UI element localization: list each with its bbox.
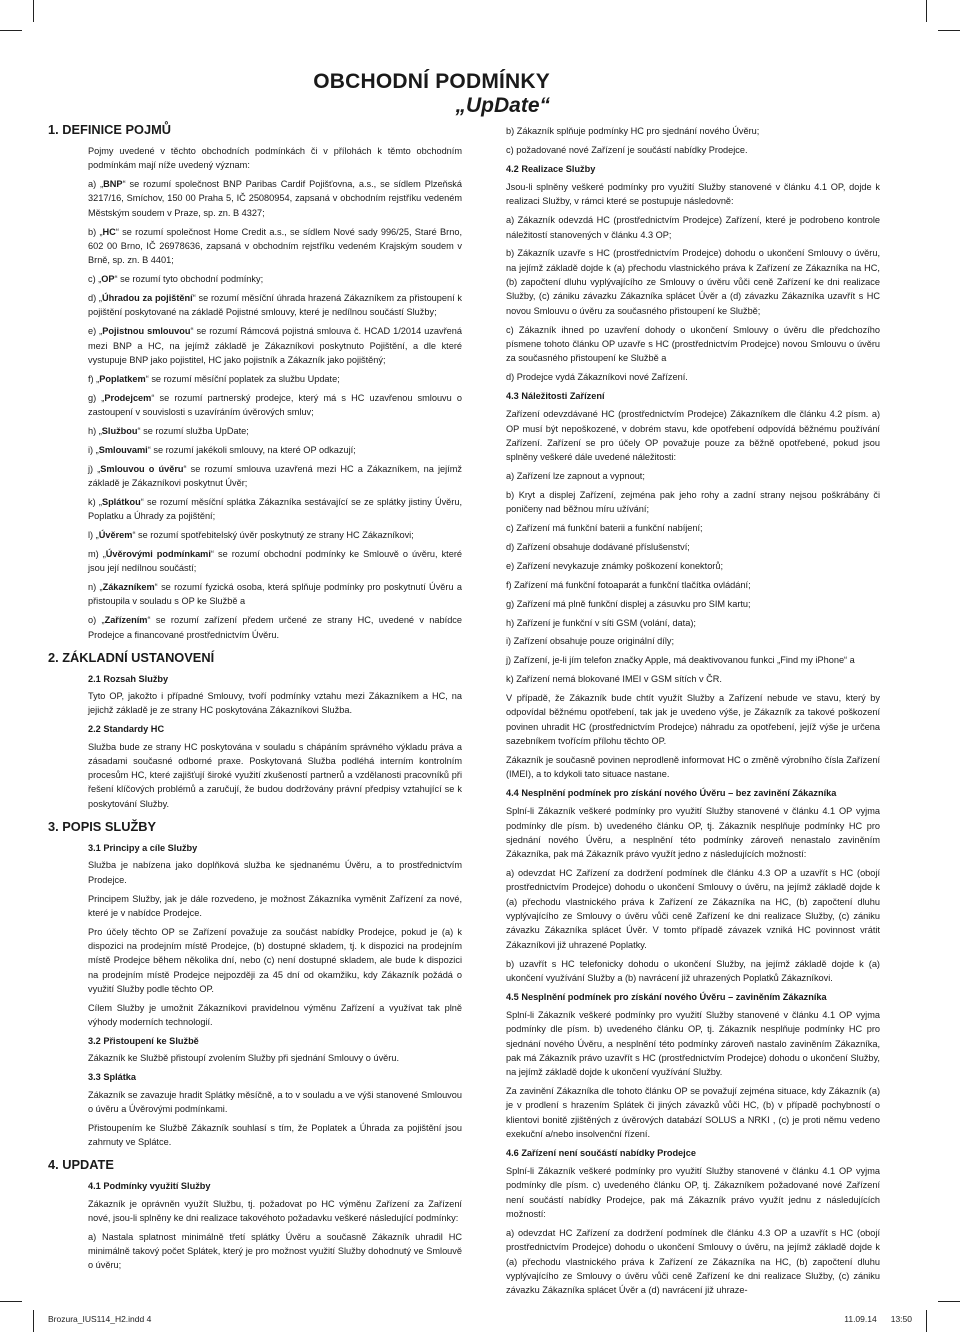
subsection-heading: 4.3 Náležitosti Zařízení [506, 390, 605, 401]
definition-term: Zařízením [104, 615, 148, 626]
definition-item [88, 177, 462, 220]
paragraph: Splní-li Zákazník veškeré podmínky pro využití Služby stanovené v článku 4.1 OP vyjma podmínky dle písm. b) uvedeného článku OP, tj. Zákazník nesplňuje podmínky HC pro sjednání nového Úvěru, a nesplnění této podmínky zároveň nenastalo zaviněním Zákazníka, pak má Zákazník právo využít jedno z následujících možností: [506, 806, 880, 860]
document-title: OBCHODNÍ PODMÍNKY [313, 70, 550, 93]
crop-mark [926, 0, 927, 22]
crop-mark [938, 30, 960, 31]
paragraph: Pojmy uvedené v těchto obchodních podmínkách či v přílohách k těmto obchodním podmínkám mají níže uvedený význam: [88, 146, 462, 171]
footer-time: 13:50 [890, 1314, 912, 1324]
definition-text: “ se rozumí partnerský prodejce, který má s HC uzavřenou smlouvu o zastoupení v souvislosti s uzavíráním úvěrových smluv; [88, 392, 462, 417]
document-subtitle: „UpDate“ [455, 94, 550, 117]
definition-term: Pojistnou smlouvou [102, 326, 191, 337]
definition-term: Prodejcem [104, 392, 152, 403]
subsection-heading: 4.1 Podmínky využití Služby [88, 1181, 211, 1192]
paragraph: i) Zařízení obsahuje pouze originální díly; [506, 636, 675, 647]
definition-prefix: n) „ [88, 582, 103, 593]
paragraph: Služba bude ze strany HC poskytována v souladu s chápáním správného výkladu práva a zásadami současné odborné praxe. Poskytovaná Služba podléhá interním kontrolním procesům HC, které zajišťují široké využití zkušeností partnerů a vzdělanosti pracovníků při řešení klíčových problémů a zaručují, že budou dodržovány právní předpisy vztahující se k poskytování Služby. [88, 741, 462, 809]
subsection-heading: 3.1 Principy a cíle Služby [88, 843, 198, 854]
paragraph: c) Zákazník ihned po uzavření dohody o ukončení Smlouvy o úvěru dle předchozího písmene tohoto článku OP uzavře s HC (prostřednictvím Prodejce) novou Smlouvu o úvěru za současného přistoupení ke Službě a [506, 324, 880, 364]
definition-prefix: j) „ [88, 463, 101, 474]
definition-item [88, 272, 462, 286]
paragraph: Pro účely těchto OP se Zařízení považuje za součást nabídky Prodejce, pokud je (a) k dispozici na prodejním místě Prodejce, (b) dostupné skladem, tj. k dispozici na prodejním místě Prodejce během několika dní, nebo (c) není dostupné skladem, ale bude k dispozici na prodejním místě Prodejce nejpozději za 45 dní od okamžiku, kdy Zákazník požádá o využití Služby podle těchto OP. [88, 926, 462, 994]
section-body [506, 180, 880, 384]
right-column [506, 124, 880, 1302]
paragraph: V případě, že Zákazník bude chtít využít Služby a Zařízení nebude ve stavu, který by odpovídal běžnému opotřebení, tak jak je uvedeno výše, je Zákazník za takové poškození povinen uhradit HC (prostřednictvím Prodejce) náhradu za opotřebení, jejíž výše je určena sazebníkem tvořícím přílohu těchto OP. [506, 693, 880, 746]
definition-item [88, 580, 462, 609]
definition-item [88, 443, 462, 457]
definition-term: BNP [103, 179, 123, 190]
section-body [506, 804, 880, 985]
definition-term: Smlouvami [98, 444, 148, 455]
definition-prefix: h) „ [88, 425, 102, 436]
footer-file: Brozura_IUS114_H2.indd 4 [48, 1314, 152, 1324]
definition-text: “ se rozumí měsíční splátka Zákazníka sestávající se ze splátky jistiny Úvěru, Poplatku a Úhrady za pojištění; [88, 496, 462, 522]
paragraph: Cílem Služby je umožnit Zákazníkovi pravidelnou výměnu Zařízení a využívat tak plně výhody moderních technologií. [88, 1002, 462, 1028]
paragraph: g) Zařízení má plně funkční displej a zásuvku pro SIM kartu; [506, 598, 751, 609]
paragraph: a) Zákazník odevzdá HC (prostřednictvím Prodejce) Zařízení, které je podrobeno kontrole náležitostí stanovených v článku 4.3 OP; [506, 215, 880, 240]
paragraph: b) Zákazník splňuje podmínky HC pro sjednání nového Úvěru; [506, 126, 760, 136]
definition-prefix: m) „ [88, 548, 106, 559]
definition-prefix: b) „ [88, 226, 103, 237]
definition-prefix: c) „ [88, 274, 102, 285]
paragraph: Jsou-li splněny veškeré podmínky pro využití Služby stanovené v článku 4.1 OP, dojde k realizaci Služby, v rámci které se postupuje následovně: [506, 182, 880, 207]
definition-term: Úvěrem [98, 529, 133, 540]
section-heading: 3. POPIS SLUŽBY [48, 819, 157, 835]
paragraph: a) Zařízení lze zapnout a vypnout; [506, 470, 645, 481]
crop-mark [938, 1301, 960, 1302]
definition-prefix: a) „ [88, 179, 104, 190]
definition-text: “ se rozumí měsíční poplatek za službu Update; [145, 373, 340, 384]
subsection-heading: 4.5 Nesplnění podmínek pro získání nového Úvěru – zaviněním Zákazníka [506, 991, 827, 1002]
definition-item [88, 462, 462, 491]
definition-text: “ se rozumí společnost Home Credit a.s., se sídlem Nové sady 996/25, Staré Brno, 602 00 Brno, IČ 26978636, zapsaná v obchodním rejstříku vedeném Krajským soudem v Brně, sp. zn. B 4401; [88, 226, 463, 266]
definition-item [88, 225, 462, 268]
definition-prefix: e) „ [88, 326, 103, 337]
paragraph: Splní-li Zákazník veškeré podmínky pro využití Služby stanovené v článku 4.1 OP vyjma podmínky dle písm. b) uvedeného článku OP, tj. Zákazník nesplňuje podmínky HC pro sjednání nového Úvěru, a nesplnění této podmínky zároveň nastalo zaviněním Zákazníka, pak má Zákazník právo uzavřít s HC (prostřednictvím Prodejce) dohodu o ukončení Služby, na jejímž základě dojde k ukončení využívání Služby. [506, 1009, 880, 1078]
definition-prefix: o) „ [88, 615, 105, 626]
definition-term: Poplatkem [99, 373, 146, 384]
definition-item [88, 391, 462, 420]
subsection-heading: 2.1 Rozsah Služby [88, 673, 169, 684]
crop-mark [0, 1301, 22, 1302]
subsection-heading: 3.2 Přistoupení ke Službě [88, 1036, 199, 1047]
definition-text: “ se rozumí měsíční úhrada hrazená Zákazníkem za přistoupení k pojištění poskytované na základě Pojistné smlouvy, které je nedílnou součástí Služby; [88, 293, 462, 318]
section-heading: 4. UPDATE [48, 1157, 114, 1173]
paragraph: Za zavinění Zákazníka dle tohoto článku OP se považují zejména situace, kdy Zákazník (a) je v prodlení s hrazením Splátek či jiných závazků vůči HC, (b) v případě pochybností o klientovi bonitě zjištěných z úvěrových databází SOLUS a NRKI , (c) je proti němu vedeno exekuční a/nebo insolvenční řízení. [506, 1086, 880, 1139]
section-body [506, 407, 880, 781]
paragraph: d) Prodejce vydá Zákazníkovi nové Zařízení. [506, 372, 688, 383]
definition-term: Smlouvou o úvěru [100, 463, 184, 474]
definition-item [88, 424, 462, 438]
paragraph: c) Zařízení má funkční baterii a funkční nabíjení; [506, 523, 703, 534]
definition-item [88, 324, 462, 367]
definition-prefix: l) „ [88, 529, 99, 540]
definition-text: “ se rozumí spotřebitelský úvěr poskytnutý ze strany HC Zákazníkovi; [132, 529, 414, 540]
paragraph: Zákazník ke Službě přistoupí zvolením Služby při sjednání Smlouvy o úvěru. [88, 1053, 399, 1064]
crop-mark [33, 0, 34, 22]
subsection-heading: 4.2 Realizace Služby [506, 163, 596, 174]
paragraph: a) odevzdat HC Zařízení za dodržení podmínek dle článku 4.3 OP a uzavřít s HC (obojí prostřednictvím Prodejce) dohodu o ukončení Smlouvy o úvěru, na jejímž základě dojde k (a) přechodu vlastnického práva k Zařízení ze Zákazníka na HC, (b) započtení dluhu vyplývajícího ze Smlouvy o úvěru vůči ceně Zařízení ke dni realizace Služby, (c) zániku závazku Zákazníka splácet Úvěr. V tomto případě závazek vzniká HC povinnost vrátit Zákazníkovi již uhrazené Poplatky. [506, 868, 880, 950]
definition-prefix: f) „ [88, 373, 100, 384]
paragraph: Zákazník je současně povinen neprodleně informovat HC o změně výrobního čísla Zařízení (IMEI), a to kdykoli tato situace nastane. [506, 754, 880, 780]
section-heading: 1. DEFINICE POJMŮ [48, 122, 172, 137]
paragraph: j) Zařízení, je-li jím telefon značky Apple, má deaktivovanou funkci „Find my iPhone“ a [506, 655, 855, 666]
section-body [506, 1164, 880, 1297]
paragraph: f) Zařízení má funkční fotoaparát a funkční tlačítka ovládání; [506, 579, 751, 590]
definition-term: Službou [101, 425, 138, 436]
definition-item [88, 495, 462, 524]
definitions-list [48, 177, 462, 642]
definition-text: “ se rozumí fyzická osoba, která splňuje podmínky pro poskytnutí Úvěru a přistoupila v souladu s OP ke Službě a [88, 582, 463, 607]
definition-item [88, 291, 462, 320]
paragraph: a) Nastala splatnost minimálně třetí splátky Úvěru a současně Zákazník uhradil HC minimálně takový počet Splátek, který je pro možnost využití Služby dohodnutý ve Smlouvě o úvěru; [88, 1231, 462, 1271]
section-heading: 2. ZÁKLADNÍ USTANOVENÍ [48, 649, 215, 665]
definition-prefix: k) „ [88, 496, 102, 507]
paragraph: k) Zařízení nemá blokované IMEI v GSM sítích v ČR. [506, 674, 722, 685]
paragraph: Tyto OP, jakožto i případné Smlouvy, tvoří podmínky vztahu mezi Zákazníkem a HC, na jejichž základě je ze strany HC poskytována Zákazníkovi Služba. [88, 691, 462, 716]
definition-item [88, 613, 462, 642]
paragraph: d) Zařízení obsahuje dodávané příslušenství; [506, 541, 690, 552]
section-body [506, 1008, 880, 1141]
footer-date: 11.09.14 [844, 1314, 877, 1324]
subsection-heading: 3.3 Splátka [88, 1072, 137, 1083]
definition-item [88, 528, 462, 542]
definition-text: “ se rozumí tyto obchodní podmínky; [114, 274, 264, 285]
title-block [313, 70, 550, 118]
paragraph: Zákazník je oprávněn využít Službu, tj. požadovat po HC výměnu Zařízení za Zařízení nové, jsou-li splněny ke dni realizace takovéhoto požadavku veškeré následující podmínky: [88, 1198, 462, 1223]
definition-prefix: g) „ [88, 392, 105, 403]
conditions-list [506, 124, 880, 157]
definition-text: “ se rozumí společnost BNP Paribas Cardif Pojišťovna, a.s., se sídlem Plzeňská 3217/16, Smíchov, 150 00 Praha 5, IČ 25080954, zapsaná v obchodním rejstříku vedeném Městským soudem v Praze, sp. zn. B 4327; [88, 179, 463, 218]
paragraph: c) požadované nové Zařízení je součástí nabídky Prodejce. [506, 144, 748, 155]
definition-prefix: i) „ [88, 444, 99, 455]
paragraph: Přistoupením ke Službě Zákazník souhlasí s tím, že Poplatek a Úhrada za pojištění jsou zahrnuty ve Splátce. [88, 1122, 462, 1147]
definition-text: “ se rozumí jakékoli smlouvy, na které OP odkazují; [147, 444, 356, 455]
subsection-heading: 2.2 Standardy HC [88, 724, 165, 735]
paragraph: Zákazník se zavazuje hradit Splátky měsíčně, a to v souladu a ve výši stanovené Smlouvou o úvěru a Úvěrovými podmínkami. [88, 1089, 462, 1114]
paragraph: Služba je nabízena jako doplňková služba ke sjednanému Úvěru, a to prostřednictvím Prodejce. [88, 860, 462, 885]
paragraph: b) Kryt a displej Zařízení, zejména pak jeho rohy a zadní strany nejsou poškrábány či poničeny nad běžnou míru užívání; [506, 489, 880, 515]
definition-term: Zákazníkem [102, 582, 155, 593]
paragraph: a) odevzdat HC Zařízení za dodržení podmínek dle článku 4.3 OP a uzavřít s HC (obojí prostřednictvím Prodejce) dohodu o ukončení Smlouvy o úvěru, na jejímž základě dojde k (a) přechodu vlastnického práva k Zařízení ze Zákazníka na HC, (b) započtení dluhu vyplývajícího ze Smlouvy o úvěru vůči ceně Zařízení ke dni realizace Služby, (c) zániku závazku Zákazníka splácet Úvěr a (d) navrácení již uhraze- [506, 1227, 880, 1296]
left-column [48, 122, 462, 1277]
definition-item [88, 372, 462, 386]
definition-term: HC [102, 226, 116, 237]
paragraph: e) Zařízení nevykazuje známky poškození konektorů; [506, 560, 724, 571]
paragraph: Splní-li Zákazník veškeré podmínky pro využití Služby stanovené v článku 4.1 OP vyjma podmínky dle písm. c) uvedeného článku OP, tj. Zákazníkem požadované nové Zařízení není součástí nabídky Prodejce, pak má Zákazník právo využít jednu z následujících možností: [506, 1166, 880, 1220]
definition-prefix: d) „ [88, 293, 102, 304]
crop-mark [926, 1310, 927, 1332]
crop-mark [33, 1310, 34, 1332]
definition-term: Úhradou za pojištění [101, 293, 193, 304]
definition-text: “ se rozumí obchodní podmínky ke Smlouvě o úvěru, které jsou její nedílnou součástí; [88, 548, 462, 574]
definition-term: Úvěrovými podmínkami [105, 548, 211, 559]
paragraph: Principem Služby, jak je dále rozvedeno, je možnost Zákazníka vyměnit Zařízení za nové, které je v nabídce Prodejce. [88, 893, 462, 918]
definition-text: “ se rozumí smlouva uzavřená mezi HC a Zákazníkem, na jejímž základě je Zákazníkovi poskytnut Úvěr; [88, 463, 462, 488]
definition-item [88, 547, 462, 576]
subsection-heading: 4.6 Zařízení není součástí nabídky Prodejce [506, 1147, 696, 1158]
definition-text: “ se rozumí zařízení předem určené ze strany HC, uvedené v nabídce Prodejce a financované prostřednictvím Úvěru. [88, 615, 463, 640]
definition-term: Splátkou [101, 496, 141, 507]
definition-text: “ se rozumí služba UpDate; [137, 425, 249, 436]
definition-text: “ se rozumí Rámcová pojistná smlouva č. HCAD 1/2014 uzavřená mezi BNP a HC, na jejímž základě je Zákazníkovi poskytnuto Pojištění, a dle které vystupuje BNP jako pojistitel, HC jako pojistník a Zákazník jako pojištěný; [88, 326, 463, 365]
crop-mark [0, 30, 22, 31]
paragraph: h) Zařízení je funkční v síti GSM (volání, data); [506, 617, 696, 628]
subsection-heading: 4.4 Nesplnění podmínek pro získání nového Úvěru – bez zavinění Zákazníka [506, 788, 837, 799]
footer-timestamp [844, 1314, 912, 1324]
paragraph: b) uzavřít s HC telefonicky dohodu o ukončení Služby, na jejímž základě dojde k (a) ukončení využívání Služby a (b) navrácení již uhrazených Poplatků Zákazníkovi. [506, 958, 880, 983]
definition-term: OP [101, 274, 115, 285]
paragraph: Zařízení odevzdávané HC (prostřednictvím Prodejce) Zákazníkem dle článku 4.2 písm. a) OP musí být nepoškozené, v dobrém stavu, kde opotřebení odpovídá běžnému používání Zařízení. Zařízení se pro účely OP považuje pouze za běžně opotřebené, pokud jsou splněny veškeré dále uvedené náležitosti: [506, 409, 880, 463]
paragraph: b) Zákazník uzavře s HC (prostřednictvím Prodejce) dohodu o ukončení Smlouvy o úvěru, na jejímž základě dojde k (a) přechodu vlastnického práva k Zařízení ze Zákazníka na HC, (b) započtení dluhu vyplývajícího ze Smlouvy o úvěru vůči ceně Zařízení ke dni realizace Služby, (c) zániku závazku Zákazníka splácet Úvěr a (d) závazku Zákazníka uzavřít s HC novou Smlouvu o úvěru za současného přistoupení ke Službě; [506, 248, 880, 316]
